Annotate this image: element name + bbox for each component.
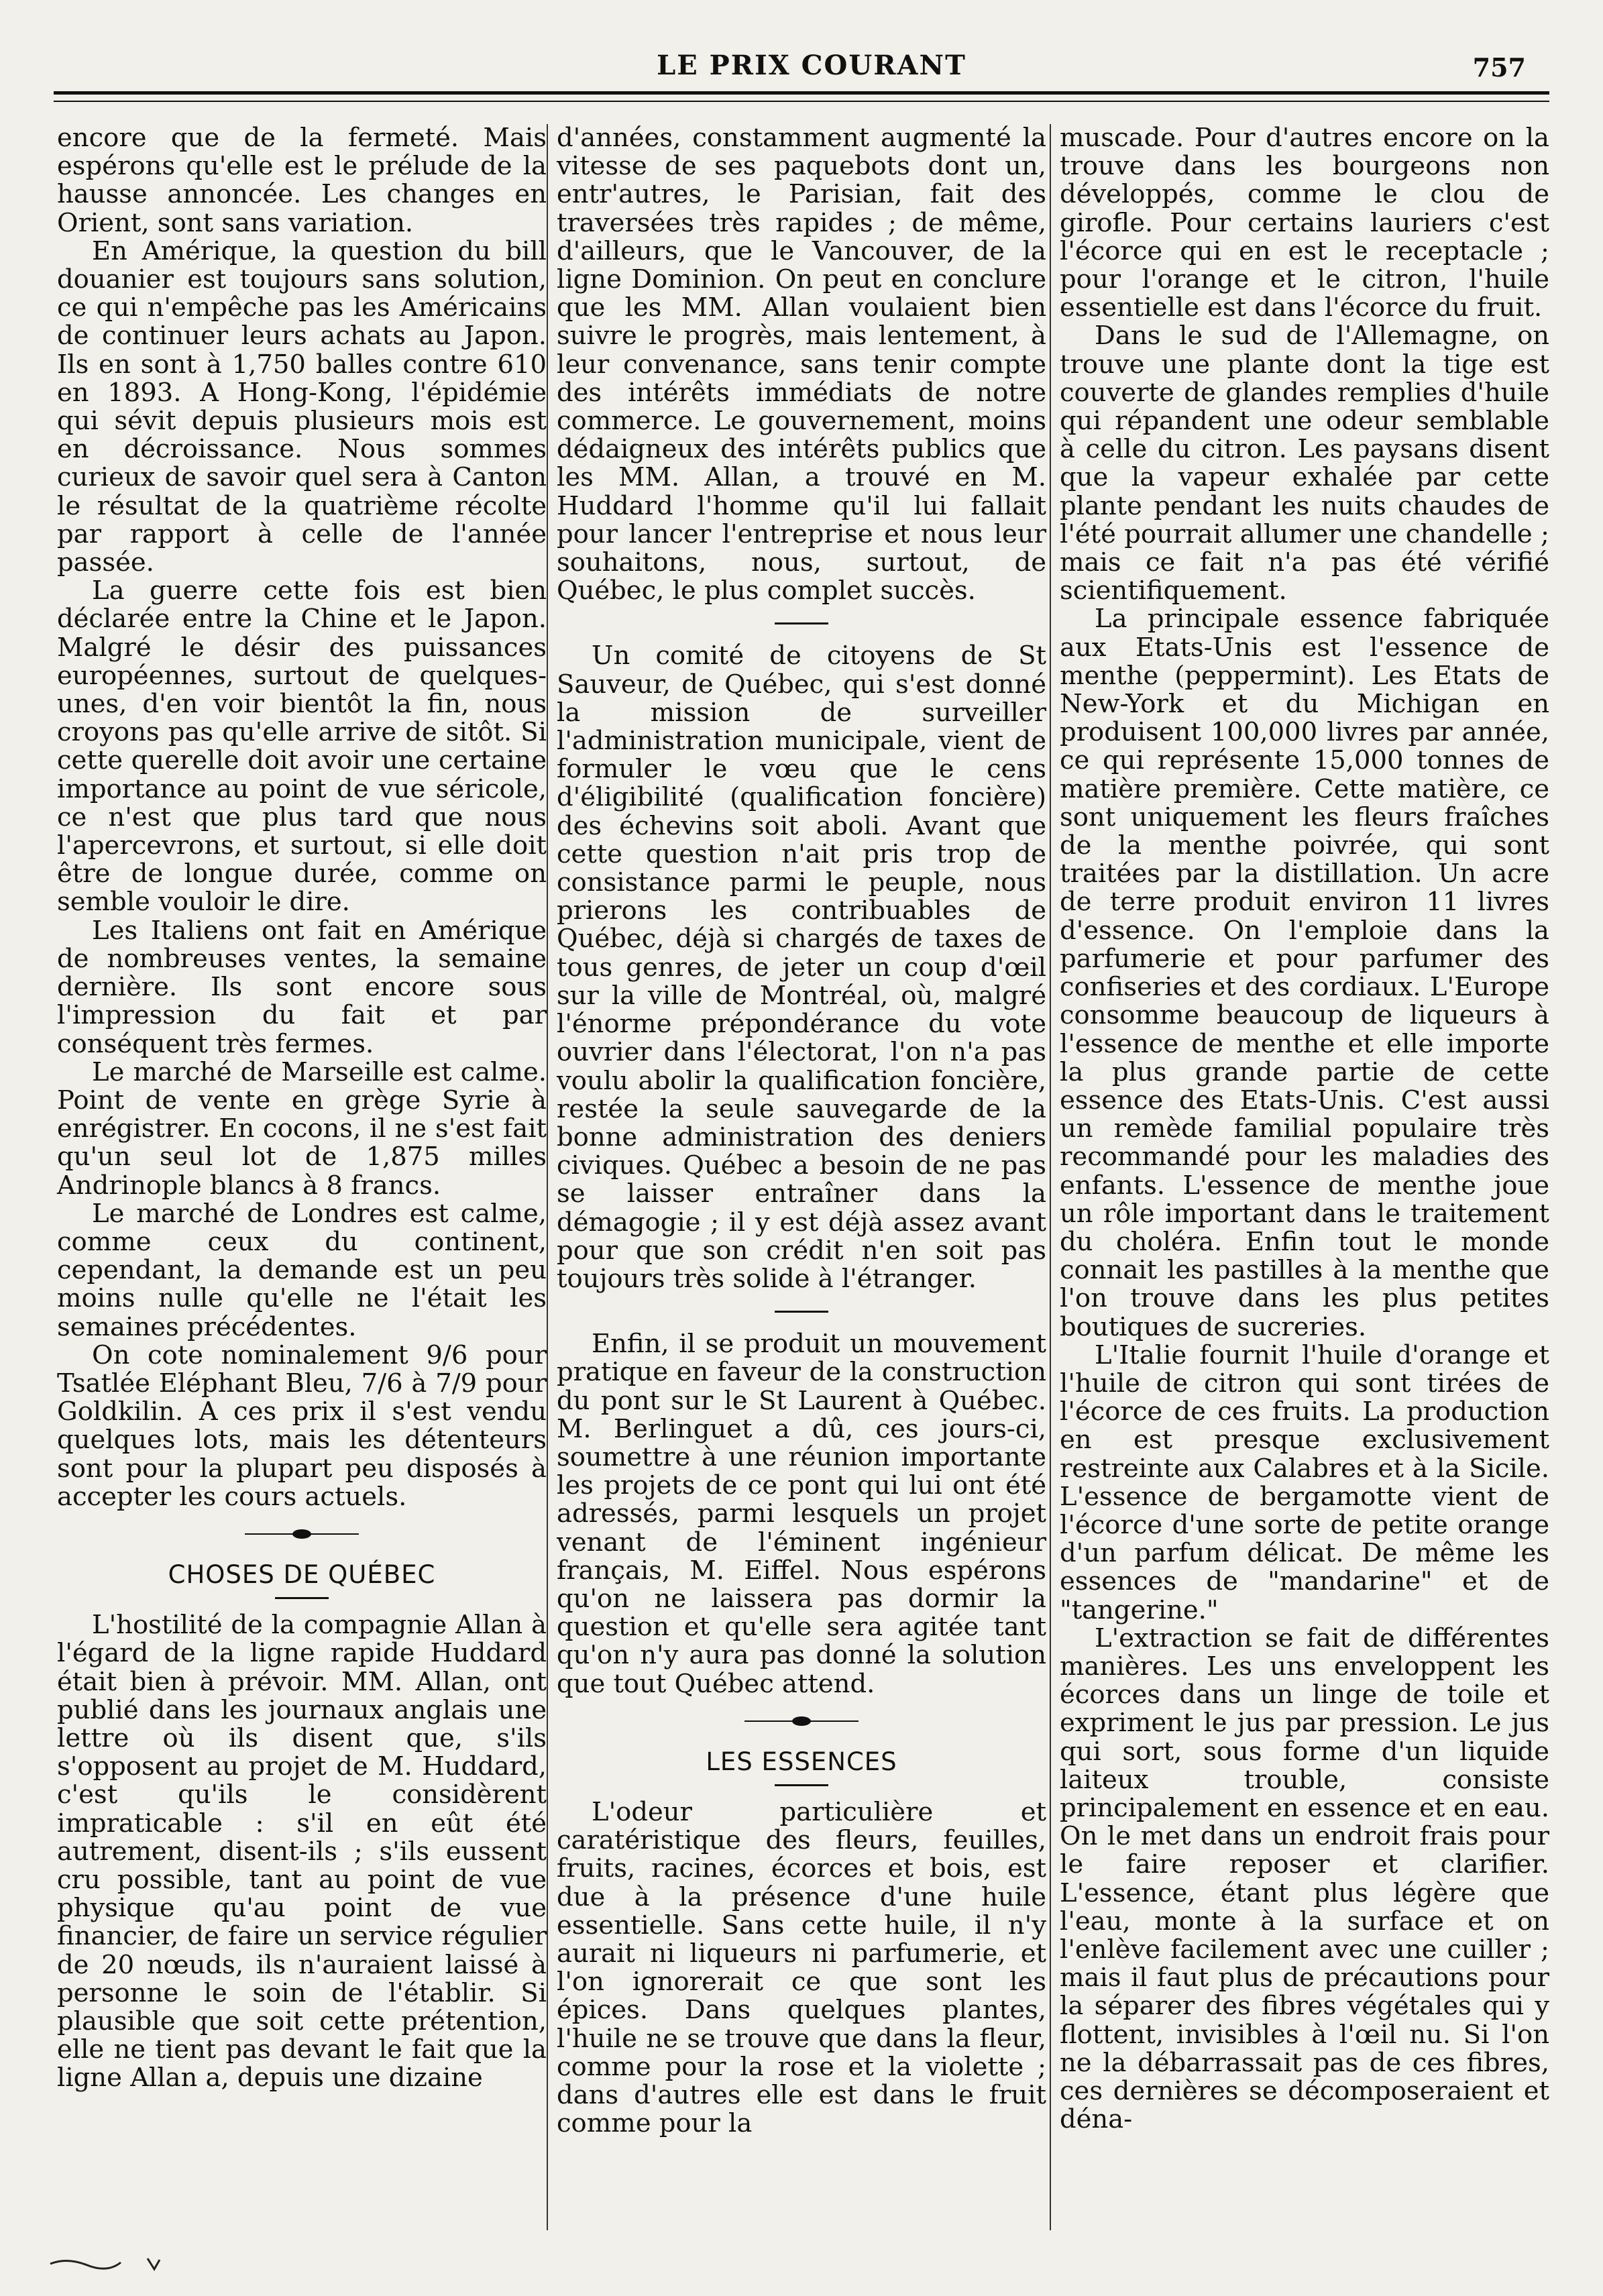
page-number: 757 (1472, 52, 1526, 83)
header-rule-thick (54, 91, 1549, 95)
journal-title: LE PRIX COURANT (657, 50, 966, 81)
heading-rule (775, 1784, 828, 1786)
paragraph: Un comité de citoyens de St Sauveur, de Québec, qui s'est donné la mission de surveiller l'administration municipale, vient de formuler le vœu que le cens d'éligibilité (qualification foncière) des échevins soit aboli. Avant que cette question n'ait pris trop de consistance parmi le peuple, nous prierons les contribuables de Québec, déjà si chargés de taxes de tous genres, de jeter un coup d'œil sur la ville de Montréal, où, malgré l'énorme prépondérance du vote ouvrier dans l'électorat, l'on n'a pas voulu abolir la qualification foncière, restée la seule sauvegarde de la bonne administration des deniers civiques. Québec a besoin de ne pas se laisser entraîner dans la démagogie ; il y est déjà assez avant pour que son crédit n'en soit pas toujours très solide à l'étranger. (557, 641, 1046, 1294)
text-column-1 (57, 124, 547, 2093)
section-heading: CHOSES DE QUÉBEC (168, 1560, 436, 1589)
section-heading: LES ESSENCES (706, 1747, 897, 1776)
paragraph: d'années, constamment augmenté la vitesse de ses paquebots dont un, entr'autres, le Parisian, fait des traversées très rapides ; de même, d'ailleurs, que le Vancouver, de la ligne Dominion. On peut en conclure que les MM. Allan voulaient bien suivre le progrès, mais lentement, à leur convenance, sans tenir compte des intérêts immédiats de notre commerce. Le gouvernement, moins dédaigneux des intérêts publics que les MM. Allan, a trouvé en M. Huddard l'homme qu'il lui fallait pour lancer l'entreprise et nous leur souhaitons, nous, surtout, de Québec, le plus complet succès. (557, 123, 1046, 606)
heading-rule (275, 1597, 329, 1599)
paragraph: muscade. Pour d'autres encore on la trouve dans les bourgeons non développés, comme le clou de girofle. Pour certains lauriers c'est l'écorce qui en est le receptacle ; pour l'orange et le citron, l'huile essentielle est dans l'écorce du fruit. (1060, 123, 1549, 323)
paragraph: L'odeur particulière et caratéristique des fleurs, feuilles, fruits, racines, écorces et bois, est due à la présence d'une huile essentielle. Sans cette huile, il n'y aurait ni liqueurs ni parfumerie, et l'on ignorerait ce que sont les épices. Dans quelques plantes, l'huile ne se trouve que dans la fleur, comme pour la rose et la violette ; dans d'autres elle est dans le fruit comme pour la (557, 1796, 1046, 2139)
column-divider (547, 124, 548, 2230)
text-column-3 (1060, 124, 1549, 2134)
paragraph: Les Italiens ont fait en Amérique de nombreuses ventes, la semaine dernière. Ils sont encore sous l'impression du fait et par conséquent très fermes. (57, 915, 547, 1059)
printer-mark-icon (47, 2250, 195, 2277)
paragraph: La guerre cette fois est bien déclarée entre la Chine et le Japon. Malgré le désir des puissances européennes, surtout de quelques-unes, d'en voir bientôt la fin, nous croyons pas qu'elle arrive de sitôt. Si cette querelle doit avoir une certaine importance au point de vue séricole, ce n'est que plus tard que nous l'apercevrons, et surtout, si elle doit être de longue durée, comme on semble vouloir le dire. (57, 576, 547, 918)
text-column-2 (557, 124, 1046, 2138)
paragraph: Enfin, il se produit un mouvement pratique en faveur de la construction du pont sur le St Laurent à Québec. M. Berlinguet a dû, ces jours-ci, soumettre à une réunion importante les projets de ce pont qui lui ont été adressés, parmi lesquels un projet venant de l'éminent ingénieur français, M. Eiffel. Nous espérons qu'on ne laissera pas dormir la question et qu'elle sera agitée tant qu'on n'y aura pas donné la solution que tout Québec attend. (557, 1329, 1046, 1699)
paragraph: L'hostilité de la compagnie Allan à l'égard de la ligne rapide Huddard était bien à prévoir. MM. Allan, ont publié dans les journaux anglais une lettre où ils disent que, s'ils s'opposent au projet de M. Huddard, c'est qu'ils le considèrent impraticable : s'il en eût été autrement, disent-ils ; s'ils eussent cru possible, tant au point de vue physique qu'au point de vue financier, de faire un service régulier de 20 nœuds, ils n'auraient laissé à personne le soin de l'établir. Si plausible que soit cette prétention, elle ne tient pas devant le fait que la ligne Allan a, depuis une dizaine (57, 1610, 547, 2093)
paragraph: L'extraction se fait de différentes manières. Les uns enveloppent les écorces dans un linge de toile et expriment le jus par pression. Le jus qui sort, sous forme d'un liquide laiteux trouble, consiste principalement en essence et en eau. On le met dans un endroit frais pour le faire reposer et clarifier. L'essence, étant plus légère que l'eau, monte à la surface et on l'enlève facilement avec une cuiller ; mais il faut plus de précautions pour la séparer des fibres végétales qui y flottent, invisibles à l'œil nu. Si l'on ne la débarrassait pas de ces fibres, ces dernières se décomposeraient et déna- (1060, 1623, 1549, 2135)
ornament-divider-icon (57, 1521, 547, 1547)
ornament-divider-icon (557, 1708, 1046, 1735)
column-divider (1050, 124, 1051, 2230)
paragraph: Dans le sud de l'Allemagne, on trouve une plante dont la tige est couverte de glandes remplies d'huile qui répandent une odeur semblable à celle du citron. Les paysans disent que la vapeur exhalée par cette plante pendant les nuits chaudes de l'été pourrait allumer une chandelle ; mais ce fait n'a pas été vérifié scientifiquement. (1060, 321, 1549, 606)
paragraph: On cote nominalement 9/6 pour Tsatlée Eléphant Bleu, 7/6 à 7/9 pour Goldkilin. A ces prix il s'est vendu quelques lots, mais les détenteurs sont pour la plupart peu disposés à accepter les cours actuels. (57, 1340, 547, 1512)
section-separator (775, 622, 828, 624)
header-rule-thin (54, 101, 1549, 102)
paragraph: La principale essence fabriquée aux Etats-Unis est l'essence de menthe (peppermint). Les Etats de New-York et du Michigan en produisent 100,000 livres par année, ce qui représente 15,000 tonnes de matière première. Cette matière, ce sont uniquement les fleurs fraîches de la menthe poivrée, qui sont traitées par la distillation. Un acre de terre produit environ 11 livres d'essence. On l'emploie dans la parfumerie et pour parfumer des confiseries et des cordiaux. L'Europe consomme beaucoup de liqueurs à l'essence de menthe et elle importe la plus grande partie de cette essence des Etats-Unis. C'est aussi un remède familial populaire très recommandé pour les maladies des enfants. L'essence de menthe joue un rôle important dans le traitement du choléra. Enfin tout le monde connait les pastilles à la menthe que l'on trouve dans les plus petites boutiques de sucreries. (1060, 604, 1549, 1342)
paragraph: En Amérique, la question du bill douanier est toujours sans solution, ce qui n'empêche pas les Américains de continuer leurs achats au Japon. Ils en sont à 1,750 balles contre 610 en 1893. A Hong-Kong, l'épidémie qui sévit depuis plusieurs mois est en décroissance. Nous sommes curieux de savoir quel sera à Canton le résultat de la quatrième récolte par rapport à celle de l'année passée. (57, 235, 547, 578)
running-head (0, 46, 1603, 86)
paragraph: L'Italie fournit l'huile d'orange et l'huile de citron qui sont tirées de l'écorce de ces fruits. La production en est presque exclusivement restreinte aux Calabres et à la Sicile. L'essence de bergamotte vient de l'écorce d'une sorte de petite orange d'un parfum délicat. De même les essences de "mandarine" et de "tangerine." (1060, 1340, 1549, 1625)
paragraph: encore que de la fermeté. Mais espérons qu'elle est le prélude de la hausse annoncée. Les changes en Orient, sont sans variation. (57, 123, 547, 238)
section-separator (775, 1311, 828, 1313)
paragraph: Le marché de Londres est calme, comme ceux du continent, cependant, la demande est un peu moins nulle qu'elle ne l'était les semaines précédentes. (57, 1198, 547, 1342)
paragraph: Le marché de Marseille est calme. Point de vente en grège Syrie à enrégistrer. En cocons, il ne s'est fait qu'un seul lot de 1,875 milles Andrinople blancs à 8 francs. (57, 1056, 547, 1201)
